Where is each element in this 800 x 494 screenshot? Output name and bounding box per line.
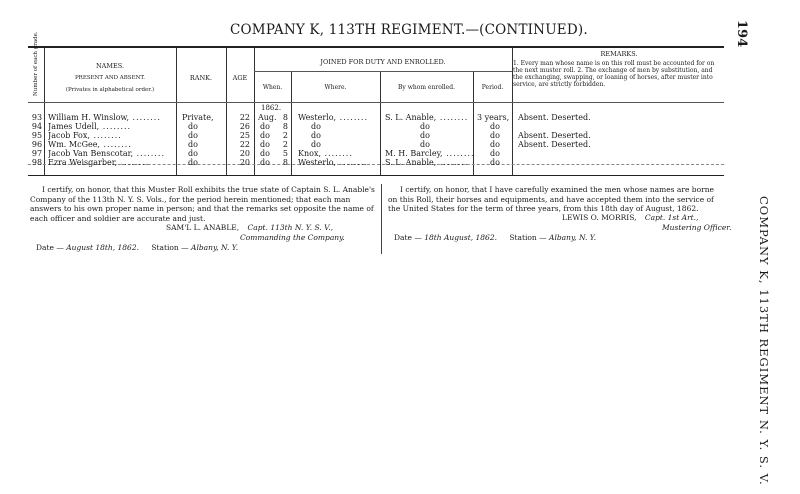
enroll-place: do <box>311 140 321 149</box>
certify-left: I certify, on honor, that this Muster Roll exhibits the true state of Captain S. L. Anable's Company of the 113th N. Y. S. Vols., for the period herein mentioned; that each man answers to his own proper name in person; and that the remarks set opposite the name of each officer and soldier are accurate and just. <box>30 185 375 223</box>
enrolled-by: do <box>420 140 430 149</box>
enroll-place: Knox, ........ <box>298 149 353 158</box>
date-station-left <box>36 243 238 252</box>
enrolled-by: do <box>420 122 430 131</box>
enroll-month: do <box>260 122 270 131</box>
enroll-place: Westerlo, ........ <box>298 158 368 167</box>
enroll-period: do <box>490 122 500 131</box>
year-label: 1862. <box>261 104 282 112</box>
dot-leader: ........ <box>129 113 161 122</box>
enrolled-by: M. H. Barcley, ........ <box>385 149 475 158</box>
date-station-right <box>394 233 596 242</box>
soldier-rank: do <box>188 131 198 140</box>
row-number: 97 <box>31 149 43 158</box>
soldier-rank: Private, <box>182 113 214 122</box>
header-where: Where. <box>324 84 347 91</box>
dot-leader: ........ <box>336 158 368 167</box>
enroll-period: 3 years, <box>477 113 510 122</box>
header-rule <box>254 71 512 72</box>
enroll-month: do <box>260 158 270 167</box>
soldier-remarks: Absent. Deserted. <box>518 113 591 122</box>
date-value: 18th August, 1862. <box>424 233 497 242</box>
header-number: Number of each grade. <box>33 31 39 96</box>
signer-left-name: SAM'L L. ANABLE, <box>166 223 240 232</box>
enroll-period: do <box>490 158 500 167</box>
soldier-name: William H. Winslow, ........ <box>48 113 161 122</box>
column-divider <box>176 48 177 175</box>
header-rank: RANK. <box>189 74 213 82</box>
soldier-age: 25 <box>239 131 250 140</box>
enrolled-by: S. L. Anable, ........ <box>385 158 469 167</box>
header-privates: (Privates in alphabetical order.) <box>65 87 155 93</box>
soldier-name: Jacob Fox, ........ <box>48 131 122 140</box>
date-label: Date — <box>36 243 64 252</box>
dot-leader: ........ <box>321 149 353 158</box>
soldier-remarks: Absent. Deserted. <box>518 140 591 149</box>
soldier-age: 26 <box>239 122 250 131</box>
soldier-name: Ezra Weisgarber, ........ <box>48 158 150 167</box>
header-period: Period. <box>481 84 504 91</box>
enroll-day: 8 <box>282 122 288 131</box>
soldier-name: James Udell, ........ <box>48 122 132 131</box>
soldier-rank: do <box>188 149 198 158</box>
station-label: Station — <box>151 243 189 252</box>
signer-left-title2: Commanding the Company. <box>240 233 345 242</box>
row-number: 96 <box>31 140 43 149</box>
soldier-remarks: Absent. Deserted. <box>518 131 591 140</box>
dot-leader: ........ <box>99 122 132 131</box>
soldier-age: 22 <box>239 113 250 122</box>
enroll-day: 5 <box>282 149 288 158</box>
enroll-period: do <box>490 140 500 149</box>
signer-right-title: Capt. 1st Art., <box>644 213 699 222</box>
section-divider <box>381 184 382 254</box>
side-title: COMPANY K, 113TH REGIMENT N. Y. S. V. <box>757 196 771 486</box>
row-number: 98 <box>31 158 43 167</box>
dot-leader: ........ <box>133 149 165 158</box>
row-number: 94 <box>31 122 43 131</box>
header-joined: JOINED FOR DUTY AND ENROLLED. <box>320 58 446 66</box>
header-by-whom: By whom enrolled. <box>398 84 455 91</box>
station-value: Albany, N. Y. <box>191 243 239 252</box>
signer-left-title: Capt. 113th N. Y. S. V., <box>247 223 333 232</box>
soldier-age: 22 <box>239 140 250 149</box>
soldier-age: 20 <box>239 158 250 167</box>
enroll-period: do <box>490 131 500 140</box>
soldier-name: Wm. McGee, ........ <box>48 140 132 149</box>
signature-right <box>562 213 698 222</box>
muster-roll-table <box>28 31 724 176</box>
enroll-day: 8 <box>282 113 288 122</box>
enroll-day: 2 <box>282 140 288 149</box>
dot-leader: ........ <box>436 158 469 167</box>
header-remarks: REMARKS. <box>600 50 638 58</box>
enrolled-by: S. L. Anable, ........ <box>385 113 469 122</box>
soldier-name: Jacob Van Benscotar, ........ <box>48 149 165 158</box>
enroll-place: do <box>311 131 321 140</box>
enroll-month: Aug. <box>258 113 277 122</box>
enroll-day: 2 <box>282 131 288 140</box>
soldier-rank: do <box>188 158 198 167</box>
enroll-month: do <box>260 149 270 158</box>
station-value: Albany, N. Y. <box>549 233 597 242</box>
header-rule <box>28 102 724 103</box>
soldier-rank: do <box>188 140 198 149</box>
dot-leader: ........ <box>336 113 368 122</box>
dot-leader: ........ <box>442 149 475 158</box>
signer-right-name: LEWIS O. MORRIS, <box>562 213 637 222</box>
soldier-age: 20 <box>239 149 250 158</box>
page-title: COMPANY K, 113TH REGIMENT.—(CONTINUED). <box>230 22 588 38</box>
dot-leader: ........ <box>117 158 150 167</box>
enroll-day: 8 <box>282 158 288 167</box>
column-divider <box>254 48 255 175</box>
enrolled-by: do <box>420 131 430 140</box>
enroll-period: do <box>490 149 500 158</box>
dot-leader: ........ <box>99 140 132 149</box>
row-number: 93 <box>31 113 43 122</box>
header-when: When. <box>262 84 283 91</box>
enroll-month: do <box>260 140 270 149</box>
signature-left <box>166 223 333 232</box>
enroll-place: Westerlo, ........ <box>298 113 368 122</box>
dot-leader: ........ <box>89 131 122 140</box>
enroll-place: do <box>311 122 321 131</box>
page-number: 194 <box>734 20 749 48</box>
header-age: AGE <box>232 74 248 82</box>
enroll-month: do <box>260 131 270 140</box>
soldier-rank: do <box>188 122 198 131</box>
header-present-absent: PRESENT AND ABSENT. <box>74 75 146 81</box>
signer-right-title2: Mustering Officer. <box>662 223 732 232</box>
station-label: Station — <box>509 233 547 242</box>
certify-right: I certify, on honor, that I have carefully examined the men whose names are borne on this Roll, their horses and equipments, and have accepted them into the service of the United States for the term of three years, from this 18th day of August, 1862. <box>388 185 714 213</box>
header-names: NAMES. <box>95 62 125 70</box>
remarks-note: 1. Every man whose name is on this roll must be accounted for on the next muster roll. 2. The exchange of men by substitution, and the exchanging, swapping, or loaning of horses, after muster into service, are strictly forbidden. <box>513 60 715 88</box>
row-number: 95 <box>31 131 43 140</box>
date-label: Date — <box>394 233 422 242</box>
date-value: August 18th, 1862. <box>66 243 139 252</box>
dot-leader: ........ <box>436 113 469 122</box>
